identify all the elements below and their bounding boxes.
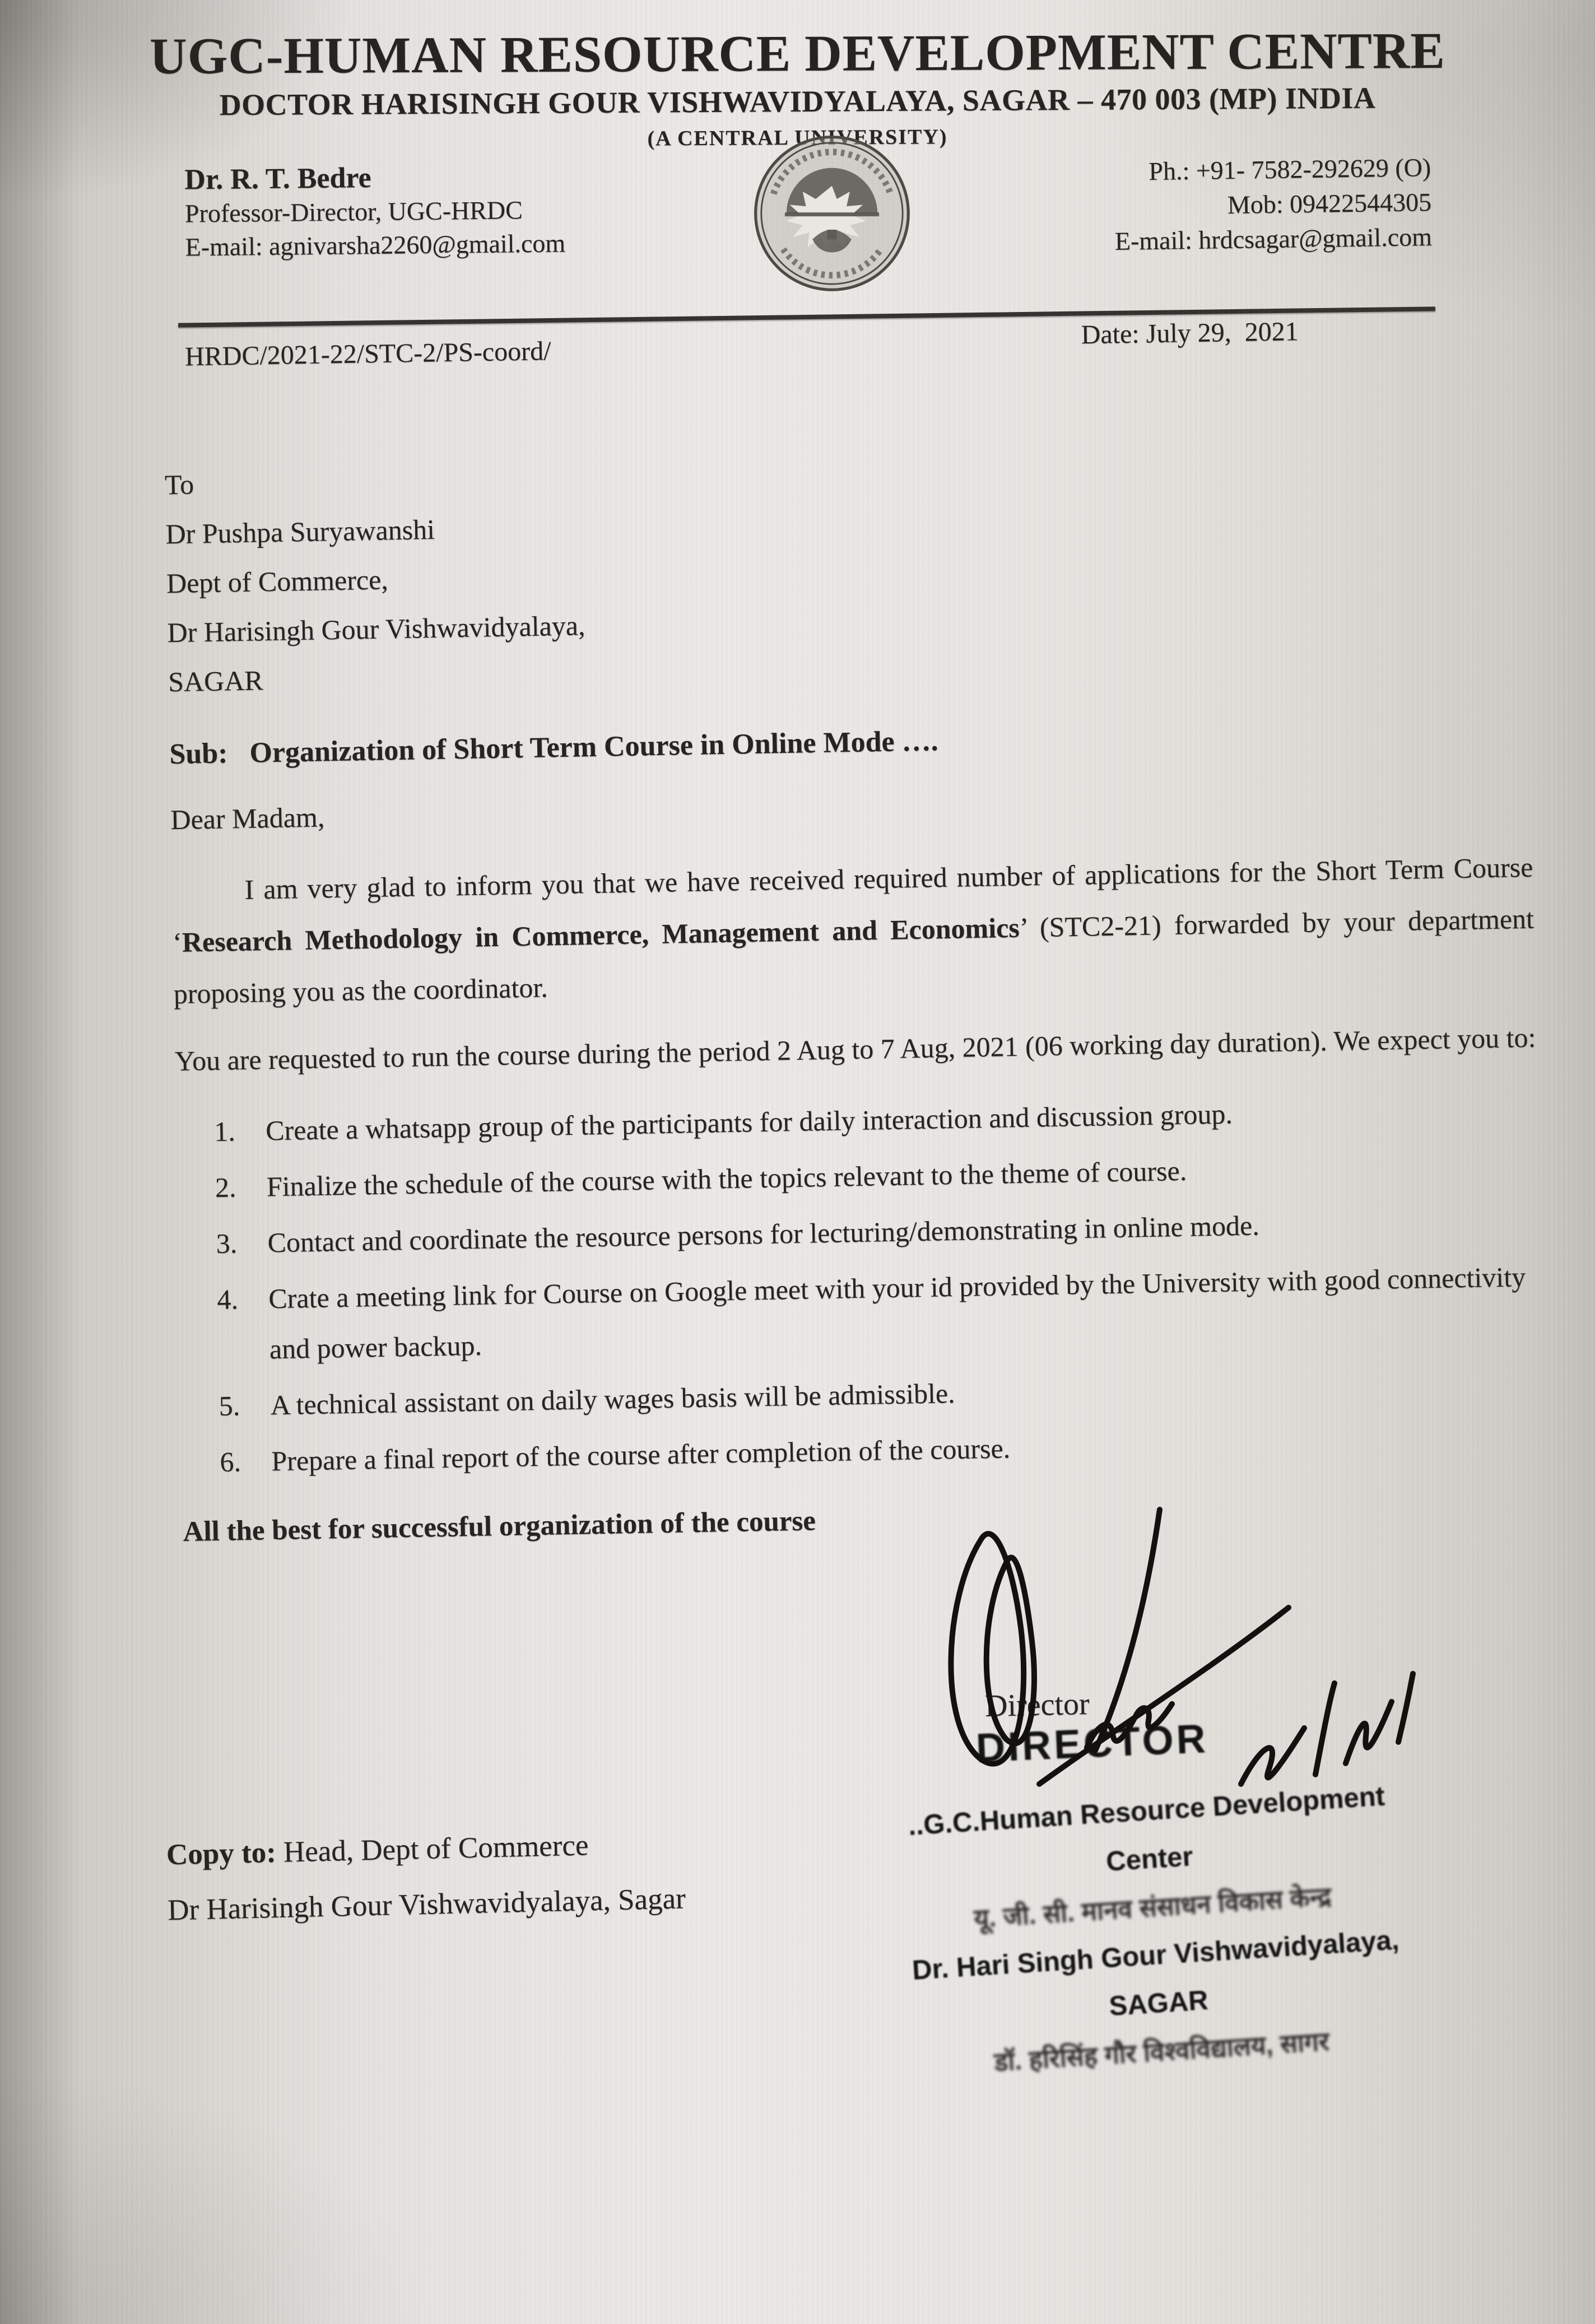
letterhead-org-title: UGC-HUMAN RESOURCE DEVELOPMENT CENTRE bbox=[150, 21, 1445, 85]
reference-number: HRDC/2021-22/STC-2/PS-coord/ bbox=[184, 336, 551, 372]
contact-block bbox=[1114, 150, 1433, 259]
university-seal-icon bbox=[751, 132, 913, 295]
item-text: A technical assistant on daily wages basis will be admissible. bbox=[270, 1377, 956, 1421]
officer-name: Dr. R. T. Bedre bbox=[184, 162, 371, 196]
subject-text: Organization of Short Term Course in Online Mode …. bbox=[249, 725, 939, 769]
copy-to-line2: Dr Harisingh Gour Vishwavidyalaya, Sagar bbox=[167, 1882, 686, 1927]
contact-phone: Ph.: +91- 7582-292629 (O) bbox=[1148, 153, 1431, 186]
recipient-block bbox=[164, 436, 1529, 706]
recipient-university: Dr Harisingh Gour Vishwavidyalaya, bbox=[167, 609, 585, 649]
item-text: Finalize the schedule of the course with the topics relevant to the theme of course. bbox=[266, 1154, 1187, 1203]
paragraph-indent bbox=[172, 899, 245, 900]
item-text: Contact and coordinate the resource persons for lecturing/demonstrating in online mode. bbox=[267, 1209, 1260, 1259]
contact-mobile: Mob: 09422544305 bbox=[1227, 188, 1432, 220]
officer-email: E-mail: agnivarsha2260@gmail.com bbox=[185, 229, 566, 262]
item-text: Prepare a final report of the course after completion of the course. bbox=[271, 1432, 1011, 1477]
item-number: 1. bbox=[213, 1115, 236, 1147]
recipient-dept: Dept of Commerce, bbox=[166, 563, 389, 599]
closing-line: All the best for successful organization of the course bbox=[183, 1505, 816, 1548]
item-number: 4. bbox=[216, 1283, 239, 1315]
stamp-line-en-1: ..G.C.Human Resource Development Center bbox=[907, 1781, 1386, 1878]
duties-list bbox=[175, 1083, 1543, 1488]
handwritten-signature bbox=[896, 1501, 1434, 1837]
paragraph-text-end: ’ (STC2-21) forwarded by your department proposing you as the coordinator. bbox=[173, 902, 1534, 1010]
stamp-line-en-2: Dr. Hari Singh Gour Vishwavidyalaya, SAGAR bbox=[911, 1925, 1400, 2022]
recipient-city: SAGAR bbox=[168, 664, 264, 698]
paragraph-schedule: You are requested to run the course during the period 2 Aug to 7 Aug, 2021 (06 working day duration). We expect you to: bbox=[174, 1021, 1536, 1077]
subject-label: Sub: bbox=[169, 737, 228, 771]
item-number: 6. bbox=[219, 1446, 241, 1478]
item-text: Create a whatsapp group of the participants for daily interaction and discussion group. bbox=[265, 1098, 1233, 1147]
letterhead-central-university-line: (A CENTRAL UNIVERSITY) bbox=[647, 125, 948, 151]
director-stamp-title: DIRECTOR bbox=[975, 1716, 1210, 1771]
stamp-line-hi-1: यू. जी. सी. मानव संसाधन विकास केन्द्र bbox=[973, 1881, 1332, 1934]
stamp-line-hi-2: डॉ. हरिसिंह गौर विश्वविद्यालय, सागर bbox=[993, 2026, 1331, 2077]
officer-block bbox=[184, 159, 565, 264]
recipient-name: Dr Pushpa Suryawanshi bbox=[165, 513, 435, 550]
course-title-bold: Research Methodology in Commerce, Management and Economics bbox=[182, 911, 1020, 958]
reference-row bbox=[184, 316, 1427, 372]
item-number: 3. bbox=[216, 1227, 238, 1259]
subject-line bbox=[169, 714, 1531, 771]
letterhead-university-line: DOCTOR HARISINGH GOUR VISHWAVIDYALAYA, SAGAR – 470 003 (MP) INDIA bbox=[219, 81, 1376, 122]
copy-to-label: Copy to: bbox=[166, 1836, 277, 1871]
paragraph-text: I am very glad to inform you that we have received required number of applications for the Short Term Course ‘ bbox=[172, 851, 1533, 958]
paragraph-applications bbox=[171, 841, 1535, 1019]
officer-designation: Professor-Director, UGC-HRDC bbox=[184, 195, 523, 228]
item-number: 5. bbox=[218, 1390, 240, 1422]
salutation: Dear Madam, bbox=[170, 801, 325, 836]
contact-email: E-mail: hrdcsagar@gmail.com bbox=[1114, 222, 1433, 255]
copy-to-text: Head, Dept of Commerce bbox=[276, 1829, 589, 1869]
letter-date: Date: July 29, 2021 bbox=[1081, 316, 1299, 350]
item-number: 2. bbox=[215, 1171, 236, 1203]
list-item bbox=[216, 1251, 1542, 1375]
item-text: Crate a meeting link for Course on Google meet with your id provided by the University with good connectivity and power backup. bbox=[268, 1261, 1526, 1365]
copy-to-block bbox=[166, 1816, 686, 1939]
signature-title-typed: Director bbox=[984, 1687, 1090, 1724]
recipient-to: To bbox=[164, 468, 194, 501]
letter-body bbox=[164, 436, 1545, 1548]
